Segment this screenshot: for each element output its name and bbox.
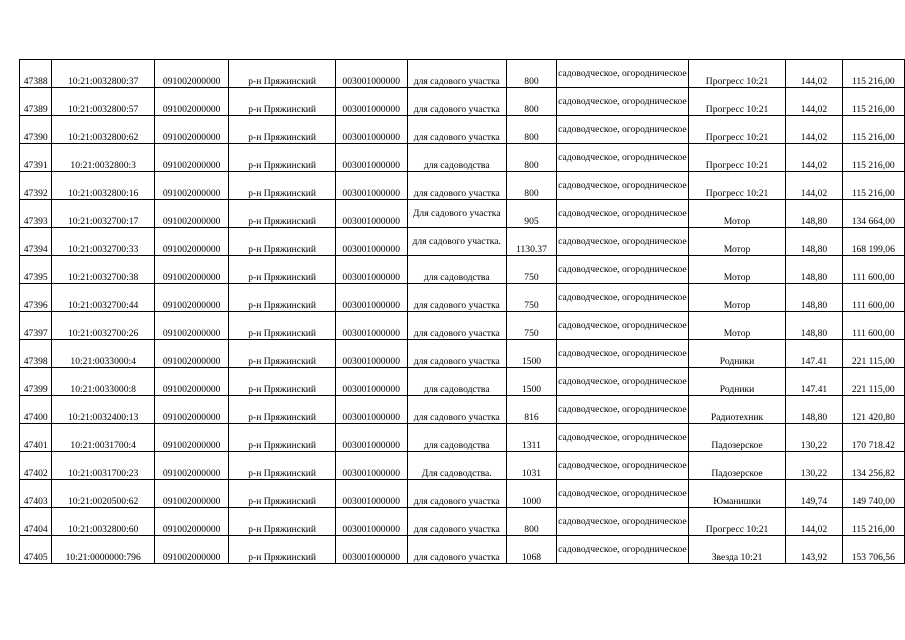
location-cell: Прогресс 10:21 [688, 88, 786, 116]
record-number-cell: 47392 [20, 172, 52, 200]
location-cell: Прогресс 10:21 [688, 172, 786, 200]
cadastral-value-cell: 115 216,00 [842, 116, 904, 144]
district-cell: р-н Пряжинский [229, 396, 335, 424]
table-row [20, 424, 905, 452]
permitted-use-cell: для садоводства [407, 424, 506, 452]
table-row [20, 172, 905, 200]
cadastral-number-cell: 10:21:0032700:26 [52, 312, 154, 340]
record-number-cell: 47404 [20, 508, 52, 536]
cadastral-value-cell: 115 216,00 [842, 88, 904, 116]
table-row [20, 88, 905, 116]
cadastral-number-cell: 10:21:0032800:16 [52, 172, 154, 200]
location-cell: Падозерское [688, 452, 786, 480]
okato-code-cell: 091002000000 [154, 60, 229, 88]
cadastral-number-cell: 10:21:0032700:17 [52, 200, 154, 228]
okato-code-cell: 091002000000 [154, 536, 229, 564]
location-cell: Прогресс 10:21 [688, 508, 786, 536]
specific-value-cell: 147.41 [786, 368, 842, 396]
record-number-cell: 47391 [20, 144, 52, 172]
permitted-use-cell: для садового участка [407, 508, 506, 536]
district-cell: р-н Пряжинский [229, 536, 335, 564]
area-cell: 816 [506, 396, 556, 424]
category-cell: садоводческое, огородническое [557, 228, 689, 256]
area-cell: 1500 [506, 368, 556, 396]
specific-value-cell: 148,80 [786, 396, 842, 424]
permitted-use-cell: для садового участка [407, 116, 506, 144]
cadastral-number-cell: 10:21:0032700:44 [52, 284, 154, 312]
permitted-use-cell: для садового участка [407, 88, 506, 116]
permitted-use-cell: для садового участка [407, 536, 506, 564]
cadastral-number-cell: 10:21:0032800:57 [52, 88, 154, 116]
location-cell: Звезда 10:21 [688, 536, 786, 564]
table-row [20, 480, 905, 508]
table-row [20, 396, 905, 424]
specific-value-cell: 144,02 [786, 508, 842, 536]
specific-value-cell: 144,02 [786, 116, 842, 144]
cadastral-number-cell: 10:21:0032700:33 [52, 228, 154, 256]
cadastral-value-cell: 168 199,06 [842, 228, 904, 256]
okato-code-cell: 091002000000 [154, 256, 229, 284]
cadastral-number-cell: 10:21:0032800:3 [52, 144, 154, 172]
category-cell: садоводческое, огородническое [557, 116, 689, 144]
land-code-cell: 003001000000 [335, 340, 407, 368]
area-cell: 800 [506, 88, 556, 116]
specific-value-cell: 144,02 [786, 88, 842, 116]
cadastral-number-cell: 10:21:0000000:796 [52, 536, 154, 564]
permitted-use-cell: для садового участка. [407, 228, 506, 256]
location-cell: Падозерское [688, 424, 786, 452]
location-cell: Прогресс 10:21 [688, 60, 786, 88]
cadastral-value-cell: 170 718.42 [842, 424, 904, 452]
okato-code-cell: 091002000000 [154, 284, 229, 312]
specific-value-cell: 148,80 [786, 284, 842, 312]
record-number-cell: 47402 [20, 452, 52, 480]
land-code-cell: 003001000000 [335, 256, 407, 284]
district-cell: р-н Пряжинский [229, 312, 335, 340]
record-number-cell: 47397 [20, 312, 52, 340]
land-code-cell: 003001000000 [335, 144, 407, 172]
district-cell: р-н Пряжинский [229, 340, 335, 368]
okato-code-cell: 091002000000 [154, 312, 229, 340]
land-code-cell: 003001000000 [335, 396, 407, 424]
area-cell: 800 [506, 116, 556, 144]
specific-value-cell: 148,80 [786, 228, 842, 256]
category-cell: садоводческое, огородническое [557, 256, 689, 284]
district-cell: р-н Пряжинский [229, 480, 335, 508]
area-cell: 1031 [506, 452, 556, 480]
category-cell: садоводческое, огородническое [557, 508, 689, 536]
table-row [20, 368, 905, 396]
table-row [20, 536, 905, 564]
land-code-cell: 003001000000 [335, 88, 407, 116]
record-number-cell: 47398 [20, 340, 52, 368]
specific-value-cell: 130,22 [786, 452, 842, 480]
table-row [20, 116, 905, 144]
table-row [20, 284, 905, 312]
cadastral-value-cell: 111 600,00 [842, 284, 904, 312]
permitted-use-cell: для садового участка [407, 312, 506, 340]
land-code-cell: 003001000000 [335, 452, 407, 480]
record-number-cell: 47400 [20, 396, 52, 424]
district-cell: р-н Пряжинский [229, 172, 335, 200]
location-cell: Родники [688, 340, 786, 368]
land-code-cell: 003001000000 [335, 172, 407, 200]
land-code-cell: 003001000000 [335, 284, 407, 312]
okato-code-cell: 091002000000 [154, 508, 229, 536]
permitted-use-cell: для садового участка [407, 396, 506, 424]
okato-code-cell: 091002000000 [154, 396, 229, 424]
permitted-use-cell: для садоводства [407, 144, 506, 172]
record-number-cell: 47401 [20, 424, 52, 452]
record-number-cell: 47390 [20, 116, 52, 144]
cadastral-value-cell: 153 706,56 [842, 536, 904, 564]
cadastral-value-cell: 111 600,00 [842, 312, 904, 340]
location-cell: Прогресс 10:21 [688, 116, 786, 144]
permitted-use-cell: для садоводства [407, 368, 506, 396]
cadastral-number-cell: 10:21:0032800:60 [52, 508, 154, 536]
area-cell: 1311 [506, 424, 556, 452]
table-row [20, 144, 905, 172]
okato-code-cell: 091002000000 [154, 172, 229, 200]
category-cell: садоводческое, огородническое [557, 144, 689, 172]
specific-value-cell: 148,80 [786, 312, 842, 340]
table-row [20, 312, 905, 340]
area-cell: 800 [506, 144, 556, 172]
cadastral-value-cell: 134 664,00 [842, 200, 904, 228]
cadastral-value-cell: 121 420,80 [842, 396, 904, 424]
district-cell: р-н Пряжинский [229, 508, 335, 536]
area-cell: 1130.37 [506, 228, 556, 256]
area-cell: 800 [506, 508, 556, 536]
category-cell: садоводческое, огородническое [557, 536, 689, 564]
cadastral-value-cell: 149 740,00 [842, 480, 904, 508]
permitted-use-cell: Для садового участка [407, 200, 506, 228]
record-number-cell: 47405 [20, 536, 52, 564]
permitted-use-cell: для садового участка [407, 60, 506, 88]
okato-code-cell: 091002000000 [154, 144, 229, 172]
land-register-table [19, 59, 905, 564]
record-number-cell: 47399 [20, 368, 52, 396]
category-cell: садоводческое, огородническое [557, 340, 689, 368]
category-cell: садоводческое, огородническое [557, 200, 689, 228]
record-number-cell: 47396 [20, 284, 52, 312]
location-cell: Мотор [688, 312, 786, 340]
land-code-cell: 003001000000 [335, 228, 407, 256]
table-row [20, 256, 905, 284]
record-number-cell: 47389 [20, 88, 52, 116]
permitted-use-cell: для садового участка [407, 480, 506, 508]
record-number-cell: 47393 [20, 200, 52, 228]
land-code-cell: 003001000000 [335, 60, 407, 88]
specific-value-cell: 148,80 [786, 200, 842, 228]
district-cell: р-н Пряжинский [229, 88, 335, 116]
land-code-cell: 003001000000 [335, 480, 407, 508]
cadastral-value-cell: 115 216,00 [842, 172, 904, 200]
area-cell: 1000 [506, 480, 556, 508]
category-cell: садоводческое, огородническое [557, 396, 689, 424]
district-cell: р-н Пряжинский [229, 60, 335, 88]
okato-code-cell: 091002000000 [154, 452, 229, 480]
district-cell: р-н Пряжинский [229, 424, 335, 452]
record-number-cell: 47395 [20, 256, 52, 284]
cadastral-number-cell: 10:21:0032400:13 [52, 396, 154, 424]
location-cell: Юманишки [688, 480, 786, 508]
cadastral-value-cell: 221 115,00 [842, 368, 904, 396]
cadastral-value-cell: 115 216,00 [842, 144, 904, 172]
land-code-cell: 003001000000 [335, 200, 407, 228]
area-cell: 800 [506, 60, 556, 88]
category-cell: садоводческое, огородническое [557, 480, 689, 508]
table-row [20, 228, 905, 256]
category-cell: садоводческое, огородническое [557, 424, 689, 452]
permitted-use-cell: для садового участка [407, 172, 506, 200]
district-cell: р-н Пряжинский [229, 256, 335, 284]
cadastral-value-cell: 221 115,00 [842, 340, 904, 368]
category-cell: садоводческое, огородническое [557, 312, 689, 340]
district-cell: р-н Пряжинский [229, 452, 335, 480]
category-cell: садоводческое, огородническое [557, 452, 689, 480]
location-cell: Родники [688, 368, 786, 396]
district-cell: р-н Пряжинский [229, 228, 335, 256]
area-cell: 905 [506, 200, 556, 228]
record-number-cell: 47388 [20, 60, 52, 88]
category-cell: садоводческое, огородническое [557, 88, 689, 116]
cadastral-value-cell: 134 256,82 [842, 452, 904, 480]
specific-value-cell: 143,92 [786, 536, 842, 564]
specific-value-cell: 144,02 [786, 172, 842, 200]
district-cell: р-н Пряжинский [229, 368, 335, 396]
location-cell: Радиотехник [688, 396, 786, 424]
okato-code-cell: 091002000000 [154, 424, 229, 452]
land-code-cell: 003001000000 [335, 368, 407, 396]
specific-value-cell: 144,02 [786, 144, 842, 172]
okato-code-cell: 091002000000 [154, 228, 229, 256]
cadastral-number-cell: 10:21:0033000:8 [52, 368, 154, 396]
permitted-use-cell: для садоводства [407, 256, 506, 284]
category-cell: садоводческое, огородническое [557, 172, 689, 200]
area-cell: 750 [506, 256, 556, 284]
table-row [20, 508, 905, 536]
record-number-cell: 47394 [20, 228, 52, 256]
table-row [20, 200, 905, 228]
land-code-cell: 003001000000 [335, 312, 407, 340]
permitted-use-cell: для садового участка [407, 284, 506, 312]
okato-code-cell: 091002000000 [154, 88, 229, 116]
okato-code-cell: 091002000000 [154, 368, 229, 396]
land-code-cell: 003001000000 [335, 424, 407, 452]
area-cell: 800 [506, 172, 556, 200]
okato-code-cell: 091002000000 [154, 116, 229, 144]
category-cell: садоводческое, огородническое [557, 368, 689, 396]
cadastral-number-cell: 10:21:0032800:37 [52, 60, 154, 88]
cadastral-number-cell: 10:21:0032700:38 [52, 256, 154, 284]
location-cell: Мотор [688, 228, 786, 256]
land-code-cell: 003001000000 [335, 508, 407, 536]
table-row [20, 340, 905, 368]
cadastral-number-cell: 10:21:0032800:62 [52, 116, 154, 144]
area-cell: 1500 [506, 340, 556, 368]
cadastral-value-cell: 111 600,00 [842, 256, 904, 284]
specific-value-cell: 148,80 [786, 256, 842, 284]
cadastral-value-cell: 115 216,00 [842, 60, 904, 88]
okato-code-cell: 091002000000 [154, 200, 229, 228]
location-cell: Прогресс 10:21 [688, 144, 786, 172]
area-cell: 750 [506, 312, 556, 340]
specific-value-cell: 147.41 [786, 340, 842, 368]
location-cell: Мотор [688, 256, 786, 284]
district-cell: р-н Пряжинский [229, 144, 335, 172]
category-cell: садоводческое, огородническое [557, 284, 689, 312]
cadastral-number-cell: 10:21:0031700:4 [52, 424, 154, 452]
district-cell: р-н Пряжинский [229, 200, 335, 228]
category-cell: садоводческое, огородническое [557, 60, 689, 88]
district-cell: р-н Пряжинский [229, 284, 335, 312]
land-code-cell: 003001000000 [335, 116, 407, 144]
table-body [20, 60, 905, 564]
cadastral-value-cell: 115 216,00 [842, 508, 904, 536]
cadastral-number-cell: 10:21:0033000:4 [52, 340, 154, 368]
table-row [20, 60, 905, 88]
specific-value-cell: 149,74 [786, 480, 842, 508]
record-number-cell: 47403 [20, 480, 52, 508]
permitted-use-cell: для садового участка [407, 340, 506, 368]
area-cell: 1068 [506, 536, 556, 564]
location-cell: Мотор [688, 200, 786, 228]
land-code-cell: 003001000000 [335, 536, 407, 564]
specific-value-cell: 130,22 [786, 424, 842, 452]
cadastral-number-cell: 10:21:0031700:23 [52, 452, 154, 480]
permitted-use-cell: Для садоводства. [407, 452, 506, 480]
table-row [20, 452, 905, 480]
cadastral-number-cell: 10:21:0020500:62 [52, 480, 154, 508]
district-cell: р-н Пряжинский [229, 116, 335, 144]
location-cell: Мотор [688, 284, 786, 312]
area-cell: 750 [506, 284, 556, 312]
okato-code-cell: 091002000000 [154, 480, 229, 508]
specific-value-cell: 144,02 [786, 60, 842, 88]
okato-code-cell: 091002000000 [154, 340, 229, 368]
